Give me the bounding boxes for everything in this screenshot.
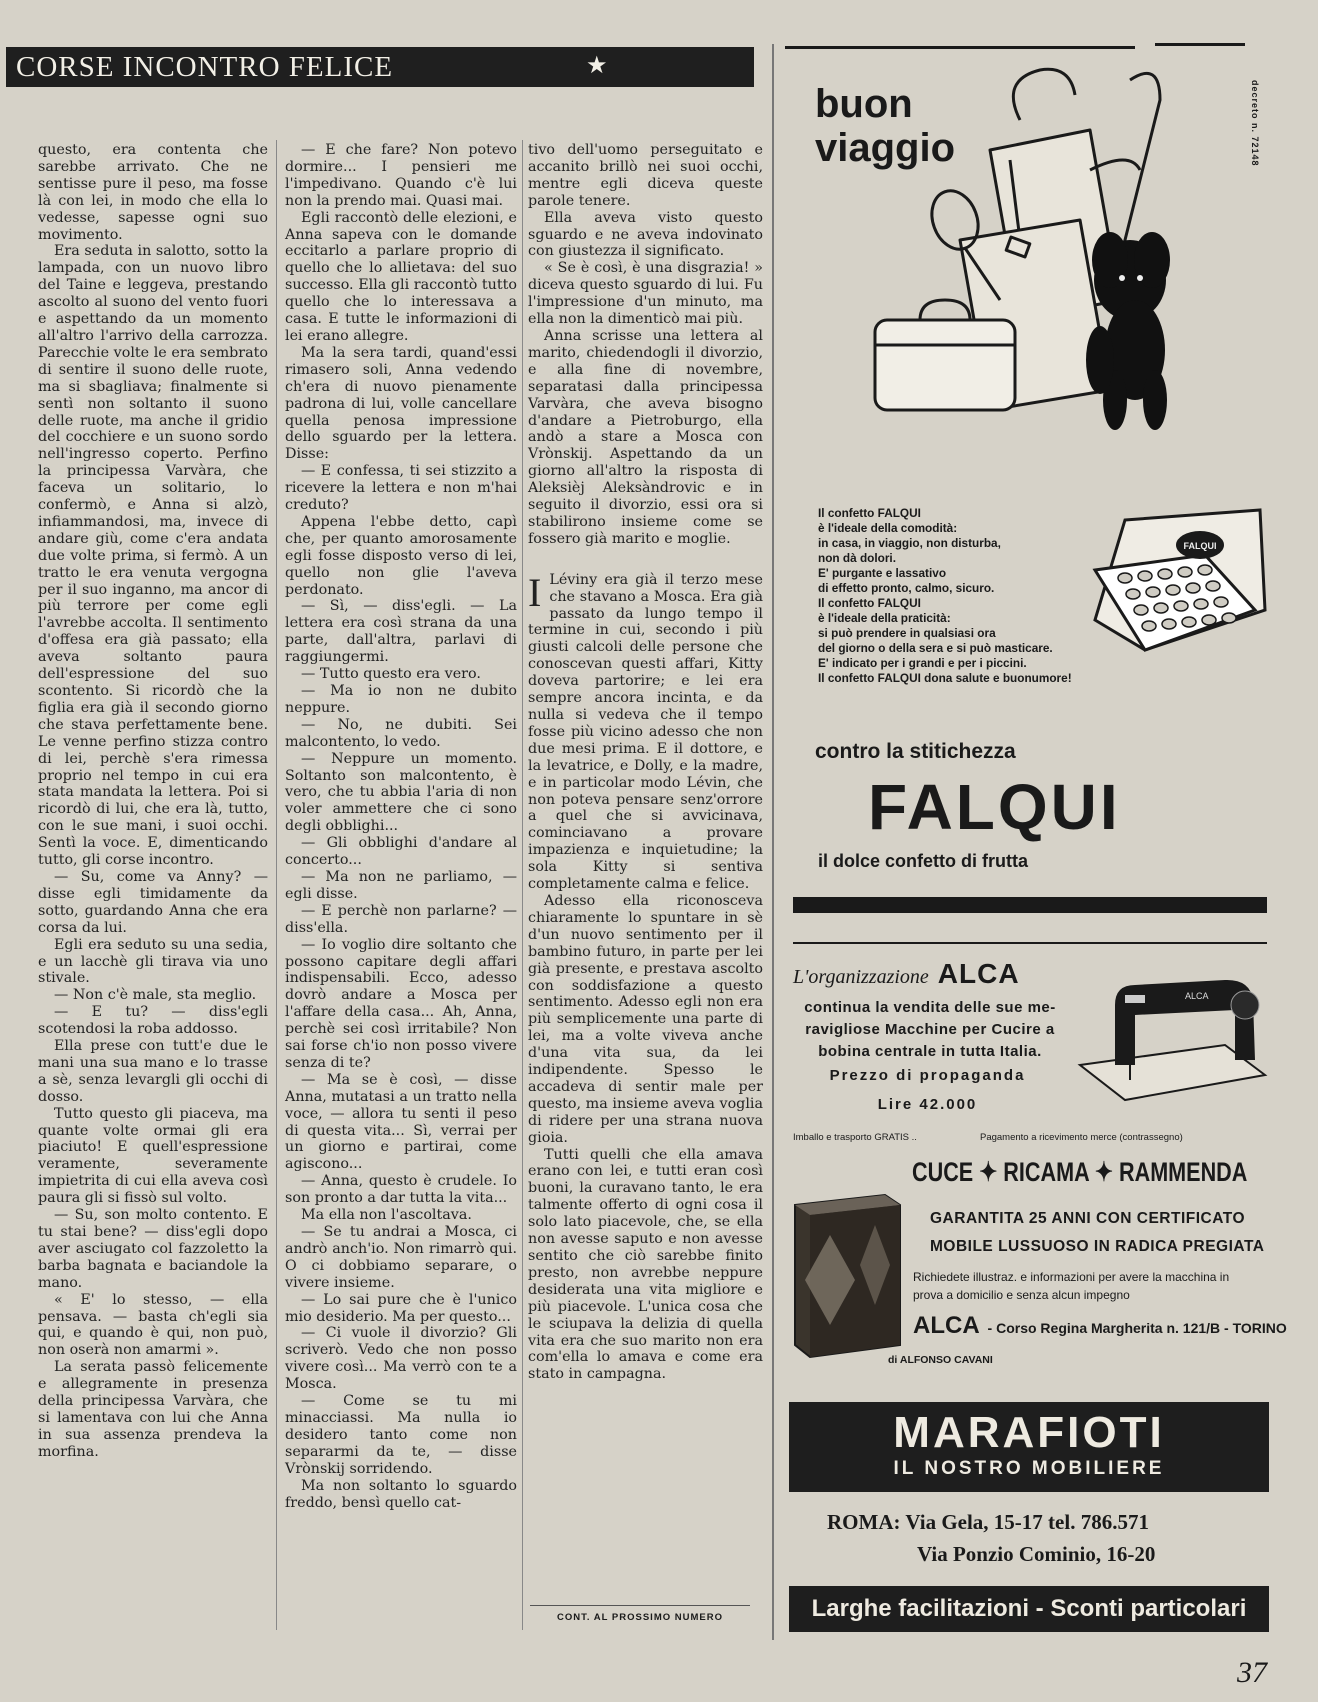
alca-text: [790, 997, 1070, 1063]
story-paragraph: — Su, come va Anny? — disse egli timidamente da sotto, guardando Anna che era corsa da lui.: [38, 868, 268, 936]
alca-org-prefix: L'organizzazione: [793, 966, 929, 988]
pill-icon: [1202, 615, 1216, 625]
falqui-brand: FALQUI: [868, 771, 1121, 843]
alca-richiedete: Richiedete illustraz. e informazioni per avere la macchina in prova a domicilio e senza alcun impegno: [913, 1270, 1230, 1302]
falqui-box-label: FALQUI: [1183, 541, 1217, 551]
section-title: CORSE INCONTRO FELICE: [16, 51, 394, 83]
falqui-body-line: del giorno o della sera e si può masticare.: [818, 641, 1053, 655]
pill-icon: [1154, 603, 1168, 613]
pill-icon: [1142, 621, 1156, 631]
story-paragraph: — E perchè non parlarne? — diss'ella.: [285, 902, 517, 936]
pill-icon: [1126, 589, 1140, 599]
pill-icon: [1178, 567, 1192, 577]
story-paragraph: — Tutto questo era vero.: [301, 666, 481, 683]
falqui-tagline: il dolce confetto di frutta: [818, 851, 1028, 871]
luggage-poodle-illustration: [860, 60, 1260, 460]
story-column-1: [38, 142, 268, 1461]
story-paragraph: Ma la sera tardi, quand'essi rimasero soli, Anna vedendo ch'era di nuovo pienamente padrona di lui, volle cancellare quella penosa impressione dello sguardo per la lettera. Disse:: [285, 344, 517, 463]
falqui-body-line: Il confetto FALQUI: [818, 596, 921, 610]
falqui-contro: contro la stitichezza: [815, 740, 1016, 763]
ad-rule: [785, 46, 1135, 49]
alca-text-line: bobina centrale in tutta Italia.: [818, 1043, 1042, 1060]
story-paragraph: Ma ella non l'ascoltava.: [301, 1207, 472, 1224]
story-paragraph: — Non c'è male, sta meglio.: [54, 987, 257, 1004]
marafioti-address-1: ROMA: Via Gela, 15-17 tel. 786.571: [827, 1510, 1149, 1534]
story-paragraph: — Sì, — diss'egli. — La lettera era così strana da una parte, dall'altra, parlavi di raggiungermi.: [285, 598, 517, 666]
alca-text-line: continua la vendita delle sue me-: [804, 999, 1056, 1016]
story-paragraph: Ma non soltanto lo sguardo freddo, bensì quello cat-: [285, 1477, 517, 1511]
alca-org-name: ALCA: [937, 958, 1020, 989]
page-number: 37: [1237, 1656, 1267, 1689]
story-paragraph: — E tu? — diss'egli scotendosi la roba addosso.: [38, 1004, 268, 1038]
alca-imballo: Imballo e trasporto GRATIS ..: [793, 1132, 917, 1143]
falqui-body-line: si può prendere in qualsiasi ora: [818, 626, 996, 640]
pill-icon: [1166, 585, 1180, 595]
falqui-box-illustration: [1085, 500, 1275, 670]
sewing-machine-illustration: [1075, 965, 1270, 1105]
falqui-body-line: è l'ideale della comodità:: [818, 521, 958, 535]
story-paragraph: — Su, son molto contento. E tu stai bene? — diss'egli dopo aver asciugato col fazzoletto la barba bagnata e baciandole la mano.: [38, 1207, 268, 1291]
alca-cuce: CUCE ✦ RICAMA ✦ RAMMENDA: [912, 1157, 1248, 1187]
alca-mobile: MOBILE LUSSUOSO IN RADICA PREGIATA: [930, 1238, 1265, 1255]
story-paragraph: — Neppure un momento. Soltanto son malcontento, è vero, che tu abbia l'aria di non voler ammettere che ci sono degli obblighi...: [285, 750, 517, 835]
alca-address: [913, 1312, 1287, 1340]
story-paragraph: — Io voglio dire soltanto che possono capitare degli affari indispensabili. Ecco, adesso dovrò andare a Mosca per l'affare della casa... Ah, Anna, perchè sei così irritabile? Non sai forse ch'io non posso vivere senza di te?: [285, 936, 517, 1071]
story-paragraph: — Ma se è così, — disse Anna, mutatasi a un tratto nella voce, — allora tu senti il peso di questa vita... Sì, verrai per un giorno e partirai, come agiscono...: [285, 1071, 517, 1173]
story-paragraph: — E che fare? Non potevo dormire... I pensieri me l'impedivano. Quando c'è lui non la prendo mai. Quasi mai.: [285, 142, 517, 209]
ad-rule: [1155, 43, 1245, 46]
story-paragraph: Anna scrisse una lettera al marito, chiedendogli il divorzio, e alla fine di novembre, separatasi dalla principessa Varvàra, che aveva bisogno d'andare a Pietroburgo, ella andò a stare a Mosca con Vrònskij. Aspettando da un giorno all'altro la risposta di Aleksièj Aleksàndrovic e in seguito il divorzio, essi ora si stabilirono insieme come se fossero già marito e moglie.: [528, 327, 763, 547]
story-paragraph: — No, ne dubiti. Sei malcontento, lo vedo.: [285, 716, 517, 750]
story-paragraph: questo, era contenta che sarebbe arrivato. Che ne sentisse pure il peso, ma fosse là con lei, in modo che ella lo vedesse, sapesse ogni suo movimento.: [38, 142, 268, 243]
falqui-body-line: in casa, in viaggio, non disturba,: [818, 536, 1001, 550]
pill-icon: [1222, 613, 1236, 623]
falqui-body-line: di effetto pronto, calmo, sicuro.: [818, 581, 995, 595]
pill-icon: [1174, 601, 1188, 611]
marafioti-address-2: Via Ponzio Cominio, 16-20: [917, 1542, 1156, 1566]
story-column-2: [285, 142, 517, 1511]
falqui-body-line: non dà dolori.: [818, 551, 896, 565]
alca-org: [793, 958, 1020, 990]
pill-icon: [1182, 617, 1196, 627]
alca-price: Lire 42.000: [877, 1096, 978, 1113]
marafioti-banner: [789, 1402, 1269, 1492]
falqui-body-line: Il confetto FALQUI: [818, 506, 921, 520]
story-paragraph: Appena l'ebbe detto, capì che, per quanto amorosamente egli fosse disposto verso di lei, quello non glie l'aveva perdonato.: [285, 513, 517, 598]
story-paragraph: La serata passò felicemente e allegramente in presenza della principessa Varvàra, che si lamentava con lui che Anna in sua assenza prendeva la morfina.: [38, 1359, 268, 1460]
drop-cap: I: [528, 569, 542, 615]
falqui-body-line: Il confetto FALQUI dona salute e buonumore!: [818, 671, 1072, 685]
story-column-3-top: [528, 142, 763, 548]
story-paragraph: — Ma non ne parliamo, — egli disse.: [285, 868, 517, 902]
story-paragraph: — Ci vuole il divorzio? Gli scriverò. Vedo che non posso vivere così... Ma verrò con te a Mosca.: [285, 1325, 517, 1393]
story-paragraph: Egli raccontò delle elezioni, e Anna sapeva con le domande eccitarlo a parlare proprio di quello che lo allietava: del suo successo. Ella gli raccontò tutto quello che lo interessava a casa. E tutte le informazioni di lei erano allegre.: [285, 209, 517, 344]
story-column-3: [528, 142, 763, 1383]
pill-icon: [1214, 597, 1228, 607]
column-rule: [276, 140, 277, 1630]
story-paragraph: — Se tu andrai a Mosca, ci andrò anch'io. Non rimarrò qui. O ci dobbiamo separare, o vivere insieme.: [285, 1224, 517, 1291]
alca-pagamento: Pagamento a ricevimento merce (contrassegno): [980, 1132, 1183, 1143]
pill-icon: [1198, 565, 1212, 575]
story-paragraph: tivo dell'uomo perseguitato e accanito brillò nei suoi occhi, mentre egli diceva queste parole tenere.: [528, 142, 763, 209]
alca-address-name: ALCA: [913, 1312, 980, 1339]
falqui-body-line: E' purgante e lassativo: [818, 566, 947, 580]
decreto-note: decreto n. 72148: [1250, 80, 1260, 167]
story-paragraph: — Anna, questo è crudele. Io son pronto a dar tutta la vita...: [285, 1173, 517, 1207]
alca-prezzo: Prezzo di propaganda: [829, 1067, 1026, 1084]
falqui-bottom-bar: [793, 897, 1267, 913]
story-paragraph: — E confessa, ti sei stizzito a ricevere la lettera e non m'hai creduto?: [285, 463, 517, 514]
cabinet-illustration: [790, 1185, 905, 1360]
story-paragraph: « E' lo stesso, — ella pensava. — basta ch'egli sia qui, e quando è qui, non può, non oserà non amarmi ».: [38, 1291, 268, 1359]
column-rule: [522, 140, 523, 1630]
marafioti-sub: IL NOSTRO MOBILIERE: [893, 1458, 1165, 1479]
headline-line: viaggio: [815, 126, 956, 170]
story-paragraph: Adesso ella riconosceva chiaramente lo spuntare in sè d'un nuovo sentimento per il bambino futuro, in parte per lei già presente, e prestava ascolto con soddisfazione a questo sentimento. Adesso egli non era più semplicemente una parte di lei, ma a volte viveva anche d'una vita sua, da lei indipendente. Spesso le accadeva di sentir male per questo, ma insieme aveva voglia di ridere per una strana nuova gioia.: [528, 892, 763, 1146]
story-paragraph: — Lo sai pure che è l'unico mio desiderio. Ma per questo...: [285, 1291, 517, 1325]
alca-garantita: GARANTITA 25 ANNI CON CERTIFICATO: [930, 1210, 1246, 1227]
alca-text-line: ravigliose Macchine per Cucire a: [805, 1021, 1055, 1038]
story-paragraph: Léviny era già il terzo mese che stavano a Mosca. Era già passato da lungo tempo il termine in cui, secondo i più giusti calcoli delle persone che conoscevan questi affari, Kitty doveva partorire; e lei era sempre ancora incinta, e da nulla si vedeva che il tempo fosse più vicino adesso che non due mesi prima. E il dottore, e la levatrice, e Dolly, e la madre, e in particolar modo Lévin, che non poteva pensare senz'orrore a quel che si avvicinava, cominciavano a provare impazienza e inquietudine; la sola Kitty si sentiva completamente calma e felice.: [528, 571, 763, 893]
pill-icon: [1158, 569, 1172, 579]
story-paragraph: — Gli obblighi d'andare al concerto...: [285, 835, 517, 869]
story-paragraph: Era seduta in salotto, sotto la lampada, con un nuovo libro del Taine e leggeva, prestando ascolto al suono del vento fuori e aspettando da un momento all'altro l'arrivo della carrozza. Parecchie volte le era sembrato di sentire il suono delle ruote, ma si sbagliava; finalmente si sentì non soltanto il suono delle ruote, ma anche il gridio del cocchiere e un suono sordo nell'ingresso coperto. Perfino la principessa Varvàra, che faceva un solitario, lo confermò, e Anna si alzò, infiammandosi, ma, invece di andare giù, come c'era andata due volte prima, si fermò. A un tratto le era venuta vergogna per il suo inganno, ma ancor di più terrore per come egli l'avrebbe accolta. Il sentimento d'offesa era già passato; ella aveva soltanto paura dell'espressione del suo scontento. Si ricordò che la figlia era già il secondo giorno che stava perfettamente bene. Le venne perfino stizza contro di lei, perchè s'era rimessa proprio nel tempo in cui era stata mandata la lettera. Poi si ricordò di lui, che era là, tutto, con le sue mani, i suoi occhi. Sentì la voce. E, dimenticando tutto, gli corse incontro.: [38, 243, 268, 869]
section-header-bar: [6, 47, 754, 87]
falqui-body-line: è l'ideale della praticità:: [818, 611, 951, 625]
marafioti-offer: Larghe facilitazioni - Sconti particolari: [789, 1586, 1269, 1632]
continued-note: CONT. AL PROSSIMO NUMERO: [530, 1605, 750, 1623]
story-paragraph: « Se è così, è una disgrazia! » diceva questo sguardo di lui. Fu l'impressione d'un minuto, ma ella non la dimenticò mai più.: [528, 260, 763, 328]
story-paragraph: Ella aveva visto questo sguardo e ne aveva indovinato con giustezza il significato.: [528, 209, 763, 260]
alca-address-text: - Corso Regina Margherita n. 121/B - TORINO: [987, 1320, 1287, 1336]
star-icon: ★: [586, 53, 608, 79]
pill-icon: [1162, 619, 1176, 629]
story-paragraph: — Come se tu mi minacciassi. Ma nulla io desidero tanto come non separarmi da te, — disse Vrònskij sorridendo.: [285, 1393, 517, 1477]
pill-icon: [1186, 583, 1200, 593]
page-divider: [772, 44, 774, 1640]
pill-icon: [1206, 581, 1220, 591]
new-section: [528, 569, 763, 1384]
alca-cavani: di ALFONSO CAVANI: [888, 1354, 993, 1366]
story-paragraph: Egli era seduto su una sedia, e un lacchè gli tirava via uno stivale.: [38, 936, 268, 987]
pill-icon: [1138, 571, 1152, 581]
story-paragraph: Tutti quelli che ella amava erano con lei, e tutti eran così buoni, la curavano tanto, le era talmente offerto di ogni cosa il solo lato piacevole, che, se ella non avesse saputo e non avesse sentito che ciò sarebbe finito presto, non avrebbe neppure desiderata una vita migliore e più piacevole. L'unica cosa che le sciupava la delizia di quella vita era che suo marito non era com'ella lo amava e come era stato in campagna.: [528, 1146, 763, 1383]
pill-icon: [1134, 605, 1148, 615]
ad-rule: [793, 942, 1267, 944]
marafioti-name: MARAFIOTI: [893, 1408, 1165, 1457]
story-paragraph: Ella prese con tutt'e due le mani una sua mano e lo trasse a sè, senza levargli gli occhi di dosso.: [38, 1038, 268, 1105]
story-paragraph: Tutto questo gli piaceva, ma quante volte ormai gli era piaciuto! E quell'espressione veramente, severamente impietrita di cui ella aveva così paura gli si fissò sul volto.: [38, 1105, 268, 1207]
falqui-body-line: E' indicato per i grandi e per i piccini.: [818, 656, 1027, 670]
pill-icon: [1146, 587, 1160, 597]
story-column-3-bottom: [528, 569, 763, 1384]
headline-line: buon: [815, 82, 913, 126]
story-paragraph: — Ma io non ne dubito neppure.: [285, 683, 517, 716]
pill-icon: [1118, 573, 1132, 583]
machine-label: ALCA: [1185, 991, 1209, 1001]
pill-icon: [1194, 599, 1208, 609]
